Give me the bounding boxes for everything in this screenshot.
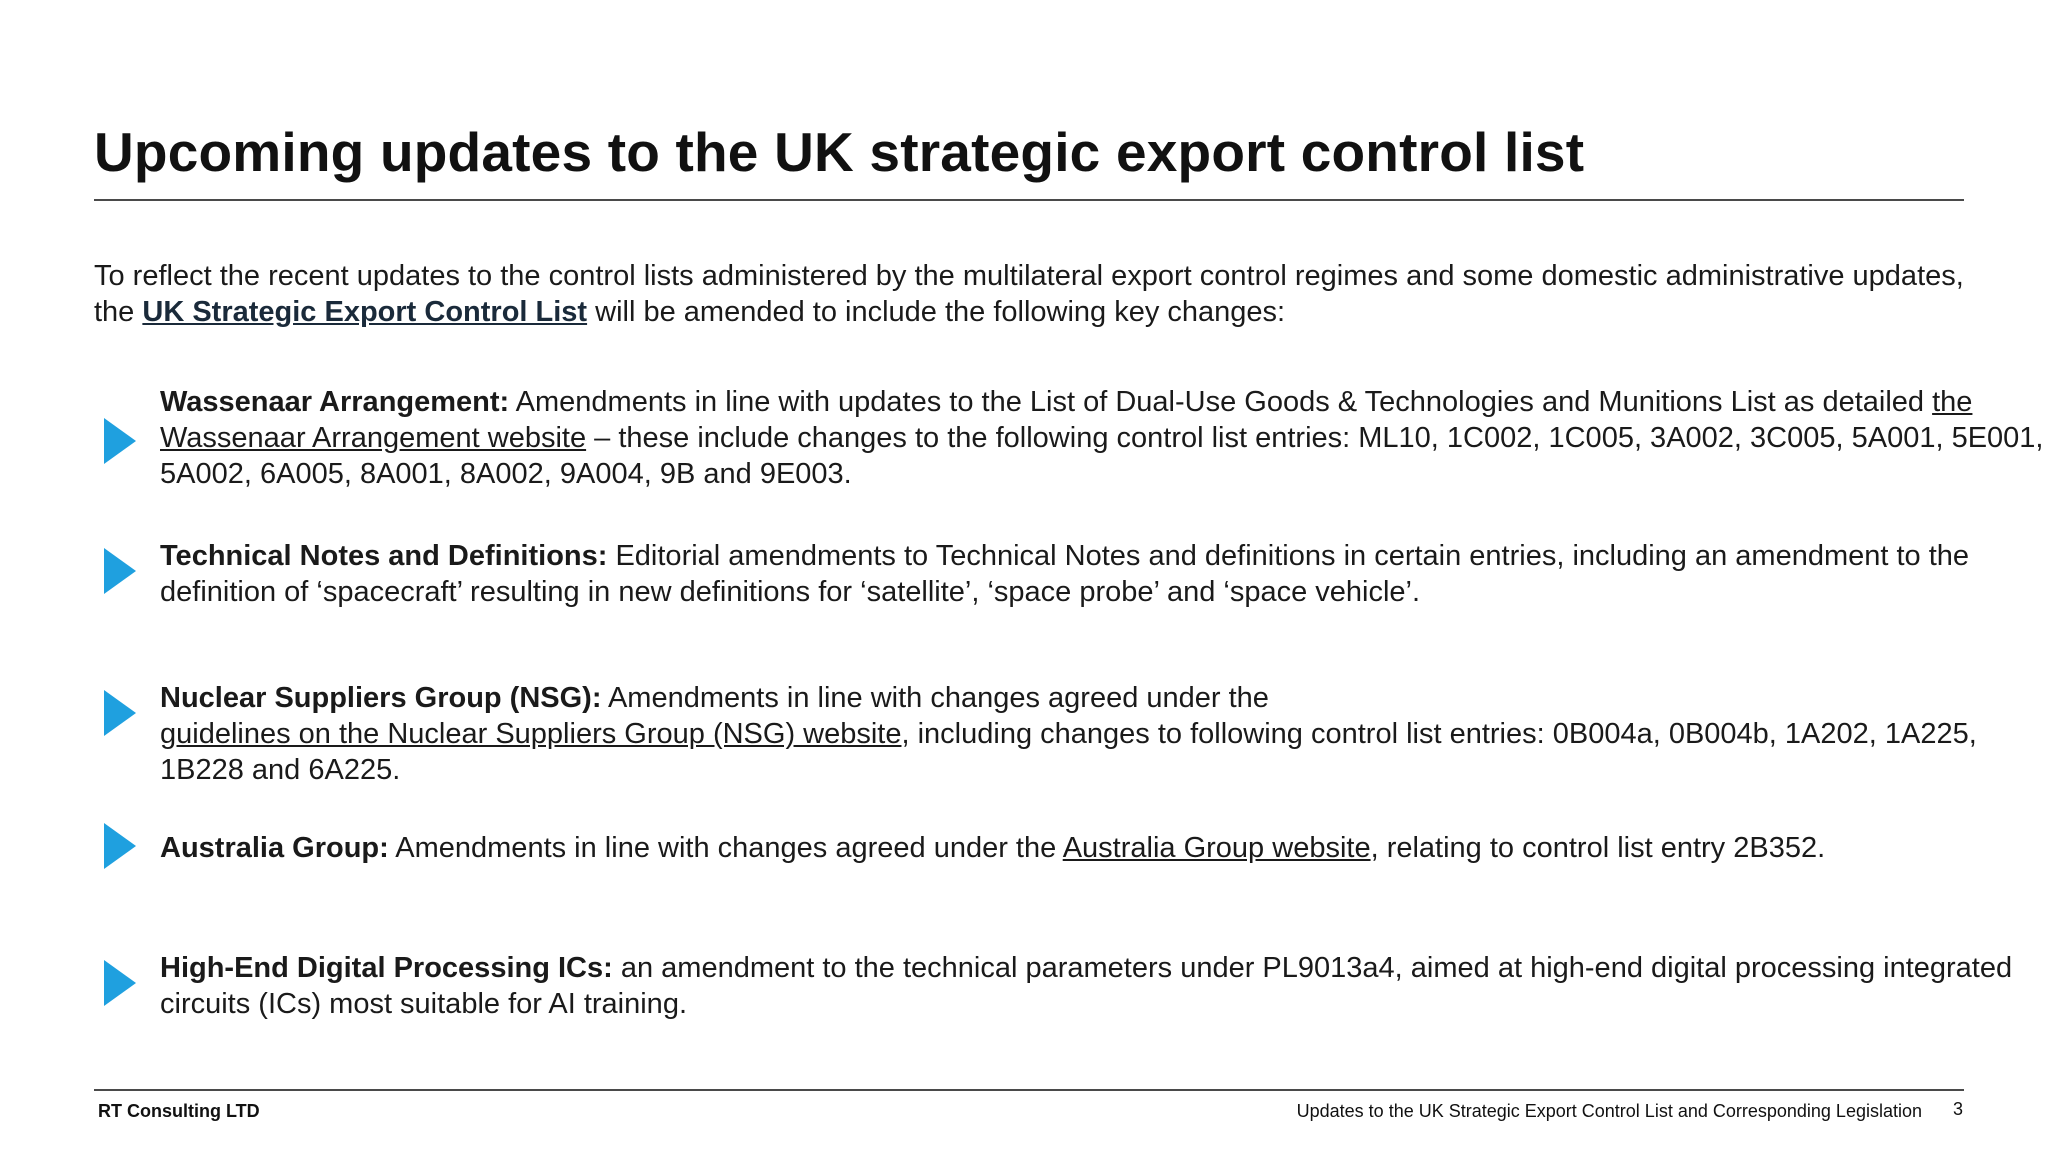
footer-document-title: Updates to the UK Strategic Export Control List and Corresponding Legislation bbox=[1296, 1101, 1922, 1121]
uk-strategic-export-control-list-link[interactable]: UK Strategic Export Control List bbox=[142, 296, 588, 328]
list-item-heading: Technical Notes and Definitions: bbox=[160, 540, 608, 572]
intro-text-after: will be amended to include the following key changes: bbox=[587, 296, 1286, 328]
list-item-text bbox=[160, 384, 2048, 492]
list-item-text bbox=[160, 680, 2048, 788]
arrow-bullet-icon bbox=[104, 823, 136, 869]
page-title: Upcoming updates to the UK strategic export control list bbox=[94, 121, 1585, 183]
footer-company-name: RT Consulting LTD bbox=[98, 1101, 260, 1121]
list-item-body-after: – these include changes to the following control list entries: ML10, 1C002, 1C005, 3A002, 3C005, 5A001, 5E001, 5A002, 6A005, 8A001, 8A002, 9A004, 9B and 9E003. bbox=[160, 422, 2044, 490]
list-item-body-after: , relating to control list entry 2B352. bbox=[1370, 832, 1826, 864]
intro-paragraph bbox=[94, 258, 1974, 330]
australia-group-website-link[interactable]: Australia Group website bbox=[1062, 832, 1371, 864]
nsg-guidelines-link[interactable]: guidelines on the Nuclear Suppliers Group (NSG) website bbox=[160, 718, 902, 750]
arrow-bullet-icon bbox=[104, 418, 136, 464]
arrow-bullet-icon bbox=[104, 960, 136, 1006]
footer-divider bbox=[94, 1089, 1964, 1091]
list-item-heading: Australia Group: bbox=[160, 832, 389, 864]
intro-text-before: To reflect the recent updates to the control lists administered by the multilateral export control regimes and some domestic administrative updates, the bbox=[94, 260, 1964, 328]
list-item-text bbox=[160, 830, 2048, 866]
list-item-text bbox=[160, 950, 2048, 1022]
list-item-text bbox=[160, 538, 2048, 610]
list-item-heading: High-End Digital Processing ICs: bbox=[160, 952, 613, 984]
list-item-body-after: , including changes to following control list entries: 0B004a, 0B004b, 1A202, 1A225, 1B228 and 6A225. bbox=[160, 718, 1977, 786]
list-item-body: an amendment to the technical parameters under PL9013a4, aimed at high-end digital processing integrated circuits (ICs) most suitable for AI training. bbox=[160, 952, 2013, 1020]
list-item-heading: Wassenaar Arrangement: bbox=[160, 386, 510, 418]
list-item-heading: Nuclear Suppliers Group (NSG): bbox=[160, 682, 602, 714]
list-item-body: Editorial amendments to Technical Notes and definitions in certain entries, including an amendment to the definition of ‘spacecraft’ resulting in new definitions for ‘satellite’, ‘space probe’ and ‘space vehicle’. bbox=[160, 540, 1970, 608]
arrow-bullet-icon bbox=[104, 548, 136, 594]
title-divider bbox=[94, 199, 1964, 201]
list-item-body-before: Amendments in line with updates to the List of Dual-Use Goods & Technologies and Munitions List as detailed bbox=[509, 386, 1933, 418]
list-item-body-before: Amendments in line with changes agreed under the bbox=[388, 832, 1063, 864]
page-number: 3 bbox=[1953, 1099, 1964, 1119]
list-item-body-before: Amendments in line with changes agreed under the bbox=[601, 682, 1269, 714]
arrow-bullet-icon bbox=[104, 690, 136, 736]
wassenaar-website-link[interactable]: the Wassenaar Arrangement website bbox=[160, 386, 1973, 454]
